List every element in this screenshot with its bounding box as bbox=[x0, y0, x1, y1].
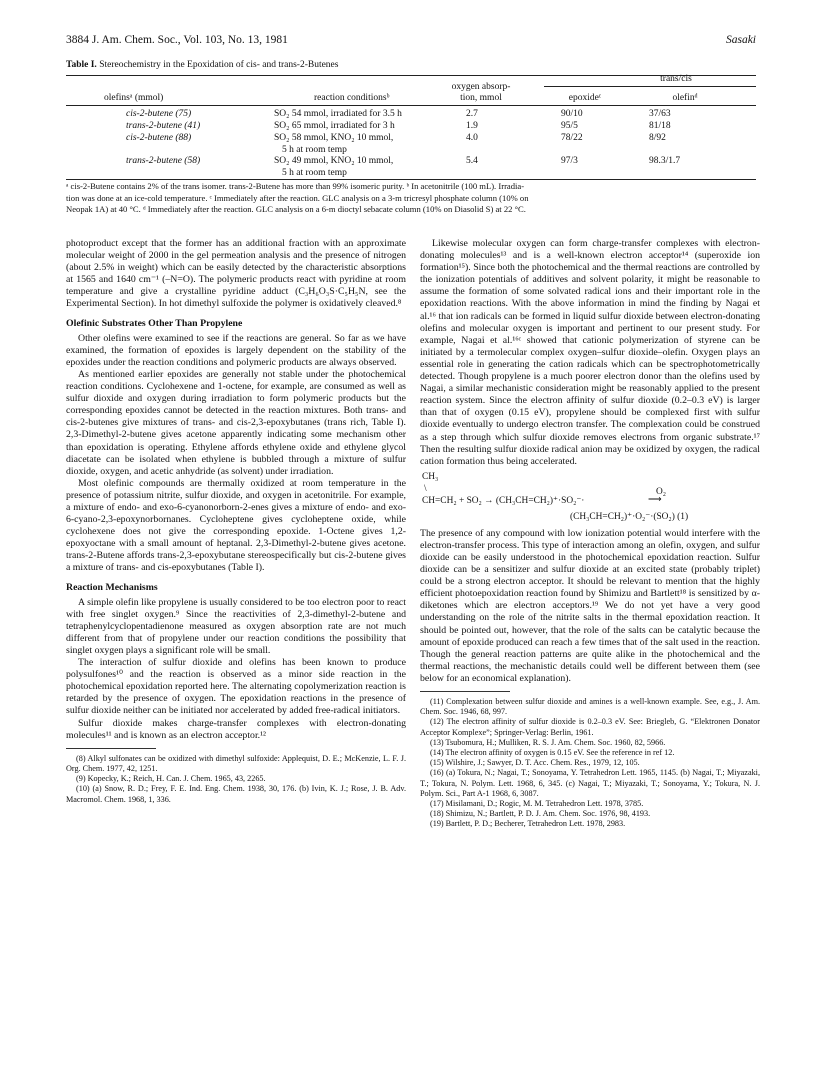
paragraph: The presence of any compound with low ionization potential would interfere with the electron-transfer process. This type of interaction among an olefin, oxygen, and sulfur dioxide can be easily understood in the photochemical epoxidation reaction. Sulfur dioxide can be a sensitizer and sulfur dioxide at an excited state (probably triplet) could be a strong electron acceptor. It should be relevant to mention that the highly efficient photoepoxidation reaction found by Shimizu and Bartlett¹⁸ is sensitized by α-diketones which are electron acceptors.¹⁹ We do not yet have a very good understanding on the role of the nitrite salts in the thermal epoxidation reaction. It should be pointed out, however, that the role of the salts can be catalytic because the amount of epoxide produced can reach a few times that of the salt used in the reaction. Though the general reaction patterns are quite alike in the photochemical and the thermal reactions, the mechanistic details could well be different between them (see below for an economical explanation). bbox=[420, 527, 760, 684]
row-olefin: cis-2-butene (88) bbox=[126, 133, 192, 143]
footnote: (15) Wilshire, J.; Sawyer, D. T. Acc. Chem. Res., 1979, 12, 105. bbox=[430, 758, 640, 768]
row-epoxide: 95/5 bbox=[561, 121, 578, 131]
row-conditions: SO₂ 58 mmol, KNO₂ 10 mmol, bbox=[274, 133, 394, 143]
paragraph: Sulfur dioxide makes charge-transfer complexes with electron-donating molecules¹¹ and is known as an electron acceptor.¹² bbox=[66, 717, 406, 741]
header-olefin: olefinᵈ bbox=[672, 93, 698, 103]
eq-line1: CH=CH₂ + SO₂ → (CH₃CH=CH₂)⁺·SO₂⁻· bbox=[422, 495, 585, 506]
paragraph: Likewise molecular oxygen can form charge-transfer complexes with electron-donating molecules¹³ and is a well-known electron acceptor¹⁴ (superoxide ion formation¹⁵). Since both the photochemical and the thermal reactions are controlled by the ionization potentials of additives and solvent polarity, it might be reasonable to assume the formation of some solvated radical ions and their important role in the epoxidation reactions. With the above information in mind the finding by Nagai et al.¹⁶ that ion radicals can be formed in liquid sulfur dioxide between electron-donating olefins and molecular oxygen is important and pertinent to our present study. For example, Nagai et al.¹⁶ᶜ showed that cationic polymerization of styrene can be initiated by a termolecular complex oxygen–sulfur dioxide–olefin. Oxygen plays an essential role in generating the cation radicals which can be spectrophotometrically detected. Though propylene is a much poorer electron donor than the olefins used by Nagai, a similar mechanistic consideration might be reasonably applied to the present reaction system. Since the electron affinity of sulfur dioxide (0.2–0.3 eV) is larger than that of oxygen (0.15 eV), propylene should be complexed first with sulfur dioxide eventually to undergo electron transfer. The complexation could be construed as a step through which sulfur dioxide removes electrons from organic substrate.¹⁷ Then the resulting sulfur dioxide radical anion may be oxidized by oxygen, the radical cation formation thus being accelerated. bbox=[420, 238, 760, 467]
left-column bbox=[66, 238, 406, 805]
row-conditions-cont: 5 h at room temp bbox=[282, 145, 347, 155]
footnote: (14) The electron affinity of oxygen is 0.15 eV. See the reference in ref 12. bbox=[430, 748, 675, 758]
row-olefin: cis-2-butene (75) bbox=[126, 109, 192, 119]
footnotes bbox=[66, 754, 406, 805]
table-footnotes bbox=[66, 181, 756, 216]
paragraph: The interaction of sulfur dioxide and olefins has been known to produce polysulfones¹⁰ and the reaction is observed as a minor side reaction in the photochemical epoxidation reported here. The alternating copolymerization reaction is retarded by the presence of oxygen. The epoxidation reactions in the presence of sulfur dioxide neither can be initiated nor accelerated by added free-radical initiators. bbox=[66, 657, 406, 717]
header-oxygen-line2: tion, mmol bbox=[460, 93, 502, 103]
row-epoxide: 97/3 bbox=[561, 156, 578, 166]
footnote: (16) (a) Tokura, N.; Nagai, T.; Sonoyama, Y. Tetrahedron Lett. 1965, 1145. (b) Nagai, T.; Miyazaki, T.; Tokura, N. Polym. Lett. 1968, 6, 345. (c) Nagai, T.; Miyazaki, T.; Sonoyama, Y.; Tokura, N. J. Polym. Sci., Part A-1 1968, 6, 3087. bbox=[420, 768, 760, 798]
table-row bbox=[66, 109, 756, 121]
footnote: (8) Alkyl sulfonates can be oxidized with dimethyl sulfoxide: Applequist, D. E.; McKenzie, L. F. J. Org. Chem. 1977, 42, 1251. bbox=[66, 753, 406, 773]
footnote: (19) Bartlett, P. D.; Becherer, Tetrahedron Lett. 1978, 2983. bbox=[430, 819, 626, 829]
header-oxygen-line1: oxygen absorp- bbox=[451, 82, 511, 92]
footnote-rule bbox=[66, 748, 156, 749]
paragraph: Other olefins were examined to see if the reactions are general. So far as we have examined, the formation of epoxides is largely dependent on the stability of the epoxides under the reaction conditions and polymeric products are always observed. bbox=[66, 332, 406, 368]
row-oxygen: 1.9 bbox=[466, 121, 478, 131]
row-olefin-ratio: 8/92 bbox=[649, 133, 666, 143]
table-row bbox=[66, 121, 756, 133]
row-olefin-ratio: 98.3/1.7 bbox=[649, 156, 681, 166]
header-transcis: trans/cis bbox=[660, 74, 692, 84]
equation-1 bbox=[420, 471, 760, 525]
table-bottom-rule bbox=[66, 179, 756, 180]
table-note-line: Neopak 1A) at 40 °C. ᵈ Immediately after the reaction. GLC analysis on a 6-m dioctyl sebacate column (10% on Diasolid S) at 22 °C. bbox=[66, 204, 526, 214]
table-label: Table I. bbox=[66, 60, 97, 70]
footnote: (9) Kopecky, K.; Reich, H. Can. J. Chem. 1965, 43, 2265. bbox=[76, 774, 266, 784]
eq-bond: \ bbox=[424, 483, 427, 494]
row-olefin-ratio: 81/18 bbox=[649, 121, 671, 131]
section-heading-olefinic-substrates: Olefinic Substrates Other Than Propylene bbox=[66, 317, 243, 329]
right-column bbox=[420, 238, 760, 830]
footnote: (11) Complexation between sulfur dioxide and amines is a well-known example. See, e.g., J. Am. Chem. Soc. 1946, 68, 997. bbox=[420, 697, 760, 717]
footnote: (10) (a) Snow, R. D.; Frey, F. E. Ind. Eng. Chem. 1938, 30, 176. (b) Ivin, K. J.; Rose, J. B. Adv. Macromol. Chem. 1968, 1, 336. bbox=[66, 784, 406, 804]
footnote: (12) The electron affinity of sulfur dioxide is 0.2–0.3 eV. See: Briegleb, G. “Elektronen Donator Acceptor Komplexe”; Springer-Verlag: Berlin, 1961. bbox=[420, 717, 760, 737]
row-conditions: SO₂ 49 mmol, KNO₂ 10 mmol, bbox=[274, 156, 394, 166]
footnote: (13) Tsubomura, H.; Mulliken, R. S. J. Am. Chem. Soc. 1960, 82, 5966. bbox=[430, 737, 666, 747]
row-oxygen: 5.4 bbox=[466, 156, 478, 166]
row-conditions-cont: 5 h at room temp bbox=[282, 168, 347, 178]
header-sub-rule bbox=[544, 86, 756, 87]
row-epoxide: 78/22 bbox=[561, 133, 583, 143]
footnote-rule bbox=[420, 691, 510, 692]
table-note-line: ᵃ cis-2-Butene contains 2% of the trans isomer. trans-2-Butene has more than 99% isomeric purity. ᵇ In acetonitrile (100 mL). Irradia- bbox=[66, 181, 525, 191]
paragraph: As mentioned earlier epoxides are generally not stable under the photochemical reaction conditions. Cyclohexene and 1-octene, for example, are consumed as well as sulfur dioxide and oxygen during irradiation to form polymeric products but the corresponding epoxides cannot be detected in the reaction mixtures. Both trans- and cis-2-butenes give mixtures of trans- and cis-2,3-epoxybutanes (trans rich, Table I). 2,3-Dimethyl-2-butene gives acetone apparently indicating some mechanism other than epoxidation is operating. Ethylene affords ethylene oxide and ethylene glycol diacetate can be isolated when ethylene is bubbled through a mixture of sulfur dioxide, oxygen, and acetic anhydride (as solvent) under irradiation. bbox=[66, 368, 406, 477]
arrow-icon: ⟶ bbox=[648, 494, 662, 505]
eq-o2-label: O₂ bbox=[656, 486, 667, 497]
footnotes bbox=[420, 697, 760, 830]
footnote: (18) Shimizu, N.; Bartlett, P. D. J. Am. Chem. Soc. 1976, 98, 4193. bbox=[430, 809, 651, 819]
table-row bbox=[66, 156, 756, 178]
paragraph: Most olefinic compounds are thermally oxidized at room temperature in the presence of potassium nitrite, sulfur dioxide, and oxygen in acetonitrile. For example, a mixture of endo- and exo-6-cyanonorborn-2-enes gives a mixture of endo- and exo-6-cyano-2,3-epoxynorbornanes. Cycloheptene gives cycloheptene oxide, while cyclohexene does not give the corresponding epoxide. 1-Octene gives 1,2-epoxyoctane with a small amount of heptanal. 2,3-Dimethyl-2-butene gives acetone. trans-2-Butene affords trans-2,3-epoxybutane stereospecifically but cis-2-butene gives a mixture of trans- and cis-epoxybutanes (Table I). bbox=[66, 477, 406, 574]
table-title: Stereochemistry in the Epoxidation of cis- and trans-2-Butenes bbox=[99, 60, 339, 70]
footnote: (17) Misilamani, D.; Rogic, M. M. Tetrahedron Lett. 1978, 3785. bbox=[430, 799, 644, 809]
journal-citation: 3884 J. Am. Chem. Soc., Vol. 103, No. 13, 1981 bbox=[66, 34, 288, 46]
row-olefin: trans-2-butene (58) bbox=[126, 156, 201, 166]
header-olefins: olefinsᵃ (mmol) bbox=[104, 93, 164, 103]
section-heading-reaction-mechanisms: Reaction Mechanisms bbox=[66, 581, 158, 593]
table-note-line: tion was done at an ice-cold temperature. ᶜ Immediately after the reaction. GLC analysis on a 3-m tricresyl phosphate column (10% on bbox=[66, 192, 529, 203]
author-running-head: Sasaki bbox=[725, 34, 756, 46]
row-epoxide: 90/10 bbox=[561, 109, 583, 119]
table-row bbox=[66, 133, 756, 155]
table-caption bbox=[66, 60, 338, 70]
row-olefin-ratio: 37/63 bbox=[649, 109, 671, 119]
row-oxygen: 2.7 bbox=[466, 109, 478, 119]
header-conditions: reaction conditionsᵇ bbox=[314, 93, 390, 103]
row-oxygen: 4.0 bbox=[466, 133, 478, 143]
paragraph: A simple olefin like propylene is usually considered to be too electron poor to react with free singlet oxygen.⁹ Since the reactivities of 2,3-dimethyl-2-butene and tetraphenylcyclopentadienone measured as oxygen absorption rate are not much different from that of propylene under our reaction conditions the possibility that singlet oxygen plays a significant role will be small. bbox=[66, 596, 406, 656]
row-conditions: SO₂ 54 mmol, irradiated for 3.5 h bbox=[274, 109, 402, 119]
header-epoxide: epoxideᶜ bbox=[568, 93, 602, 103]
row-olefin: trans-2-butene (41) bbox=[126, 121, 201, 131]
header-bottom-rule bbox=[66, 105, 756, 106]
row-conditions: SO₂ 65 mmol, irradiated for 3 h bbox=[274, 121, 395, 131]
eq-line2: (CH₃CH=CH₂)⁺·O₂⁻·(SO₂) (1) bbox=[570, 511, 689, 522]
eq-methyl: CH₃ bbox=[422, 471, 439, 482]
paragraph: photoproduct except that the former has an additional fraction with an approximate molecular weight of 2000 in the gel permeation analysis and the presence of nitrogen (about 2.5% in weight) which can be easily detected by the characteristic absorptions at 1565 and 1640 cm⁻¹ (–N=O). The polymeric products react with pyridine at room temperature and give a crystalline pyridine adduct (C₃H₆O₃S·C₅H₅N, see the Experimental Section). In hot dimethyl sulfoxide the polymer is oxidatively cleaved.⁸ bbox=[66, 238, 406, 310]
